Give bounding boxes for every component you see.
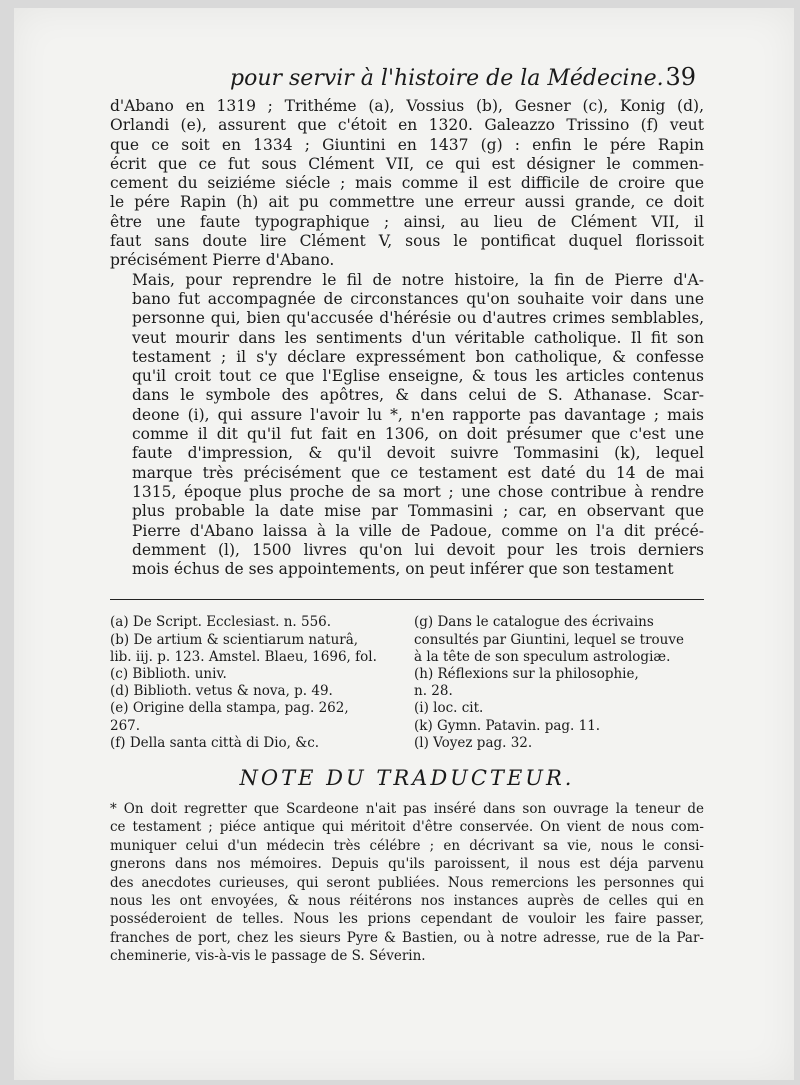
- text-line: Mais, pour reprendre le fil de notre histoire, la fin de Pierre d'A-: [132, 270, 704, 289]
- text-line: d'Abano en 1319 ; Trithéme (a), Vossius (b), Gesner (c), Konig (d),: [110, 97, 704, 115]
- text-line: comme il dit qu'il fut fait en 1306, on doit présumer que c'est une: [132, 425, 704, 444]
- note-line: franches de port, chez les sieurs Pyre & Bastien, ou à notre adresse, rue de la Par-: [110, 929, 704, 946]
- running-head: [110, 63, 704, 97]
- footnote-rule: [110, 599, 704, 600]
- footnote: (k) Gymn. Patavin. pag. 11.: [414, 717, 601, 734]
- note-line: cheminerie, vis-à-vis le passage de S. Séverin.: [110, 948, 426, 965]
- translator-note: [110, 800, 704, 966]
- footnote: (a) De Script. Ecclesiast. n. 556.: [110, 614, 332, 631]
- translator-note-title: NOTE DU TRADUCTEUR.: [239, 766, 575, 791]
- text-line: Pierre d'Abano laissa à la ville de Padoue, comme on l'a dit précé-: [132, 521, 704, 540]
- text-line: le pére Rapin (h) ait pu commettre une erreur aussi grande, ce doit: [110, 193, 704, 212]
- running-title: pour servir à l'histoire de la Médecine.: [230, 66, 664, 91]
- text-line: Orlandi (e), assurent que c'étoit en 1320. Galeazzo Trissino (f) veut: [110, 116, 704, 135]
- note-line: posséderoient de telles. Nous les prions cependant de vouloir les faire passer,: [110, 911, 704, 928]
- footnotes-right-column: [414, 614, 704, 752]
- footnotes: [110, 614, 704, 752]
- text-line: bano fut accompagnée de circonstances qu'on souhaite voir dans une: [132, 289, 704, 308]
- text-line: cement du seiziéme siécle ; mais comme il est difficile de croire que: [110, 174, 704, 193]
- page-content: [110, 63, 704, 966]
- note-line: ce testament ; piéce antique qui méritoit d'être conservée. On vient de nous com-: [110, 819, 704, 836]
- footnote: (b) De artium & scientiarum naturâ,: [110, 631, 359, 648]
- footnote: (d) Biblioth. vetus & nova, p. 49.: [110, 683, 333, 700]
- text-line: deone (i), qui assure l'avoir lu *, n'en rapporte pas davantage ; mais: [132, 405, 704, 424]
- footnote: (h) Réflexions sur la philosophie,: [414, 666, 639, 683]
- footnote: (e) Origine della stampa, pag. 262,: [110, 700, 349, 717]
- footnote: lib. iij. p. 123. Amstel. Blaeu, 1696, fol.: [110, 648, 377, 665]
- text-line: demment (l), 1500 livres qu'on lui devoit pour les trois derniers: [132, 540, 704, 559]
- footnote: n. 28.: [414, 683, 453, 700]
- text-line: qu'il croit tout ce que l'Eglise enseigne, & tous les articles contenus: [132, 367, 704, 386]
- text-line: précisément Pierre d'Abano.: [110, 251, 335, 270]
- footnote: (g) Dans le catalogue des écrivains: [414, 614, 654, 631]
- note-line: muniquer celui d'un médecin très célébre ; en décrivant sa vie, nous le consi-: [110, 837, 704, 854]
- text-line: être une faute typographique ; ainsi, au lieu de Clément VII, il: [110, 212, 704, 231]
- footnote: (c) Biblioth. univ.: [110, 666, 227, 683]
- footnote: à la tête de son speculum astrologiæ.: [414, 648, 671, 665]
- text-line: testament ; il s'y déclare expressément bon catholique, & confesse: [132, 347, 704, 366]
- text-line: marque très précisément que ce testament est daté du 14 de mai: [132, 463, 704, 482]
- text-line: faute d'impression, & qu'il devoit suivre Tommasini (k), lequel: [132, 444, 704, 463]
- text-line: 1315, époque plus proche de sa mort ; une chose contribue à rendre: [132, 482, 704, 501]
- paragraph-1: [110, 97, 704, 271]
- note-line: gnerons dans nos mémoires. Depuis qu'ils paroissent, il nous est déja parvenu: [110, 856, 704, 873]
- paragraph-2: [110, 271, 704, 580]
- body-text: [110, 97, 704, 579]
- footnotes-left-column: [110, 614, 400, 752]
- translator-note-text: [110, 800, 704, 966]
- footnote: (l) Voyez pag. 32.: [414, 734, 533, 751]
- text-line: que ce soit en 1334 ; Giuntini en 1437 (g) : enfin le pére Rapin: [110, 135, 704, 154]
- footnote: consultés par Giuntini, lequel se trouve: [414, 631, 684, 648]
- footnote: (f) Della santa città di Dio, &c.: [110, 734, 320, 751]
- page-number: 39: [665, 63, 696, 91]
- text-line: personne qui, bien qu'accusée d'hérésie ou d'autres crimes semblables,: [132, 309, 704, 328]
- text-line: plus probable la date mise par Tommasini ; car, en observant que: [132, 502, 704, 521]
- note-line: des anecdotes curieuses, qui seront publiées. Nous remercions les personnes qui: [110, 874, 704, 891]
- footnote: 267.: [110, 717, 141, 734]
- text-line: écrit que ce fut sous Clément VII, ce qui est désigner le commen-: [110, 154, 704, 173]
- text-line: faut sans doute lire Clément V, sous le pontificat duquel florissoit: [110, 232, 704, 251]
- note-line: * On doit regretter que Scardeone n'ait pas inséré dans son ouvrage la teneur de: [110, 801, 704, 818]
- text-line: dans le symbole des apôtres, & dans celui de S. Athanase. Scar-: [132, 386, 704, 405]
- text-line: veut mourir dans les sentiments d'un véritable catholique. Il fit son: [132, 328, 704, 347]
- text-line: mois échus de ses appointements, on peut inférer que son testament: [132, 560, 674, 579]
- note-line: nous les ont envoyées, & nous réitérons nos instances auprès de celles qui en: [110, 893, 704, 910]
- book-page: [14, 8, 794, 1080]
- footnote: (i) loc. cit.: [414, 700, 484, 717]
